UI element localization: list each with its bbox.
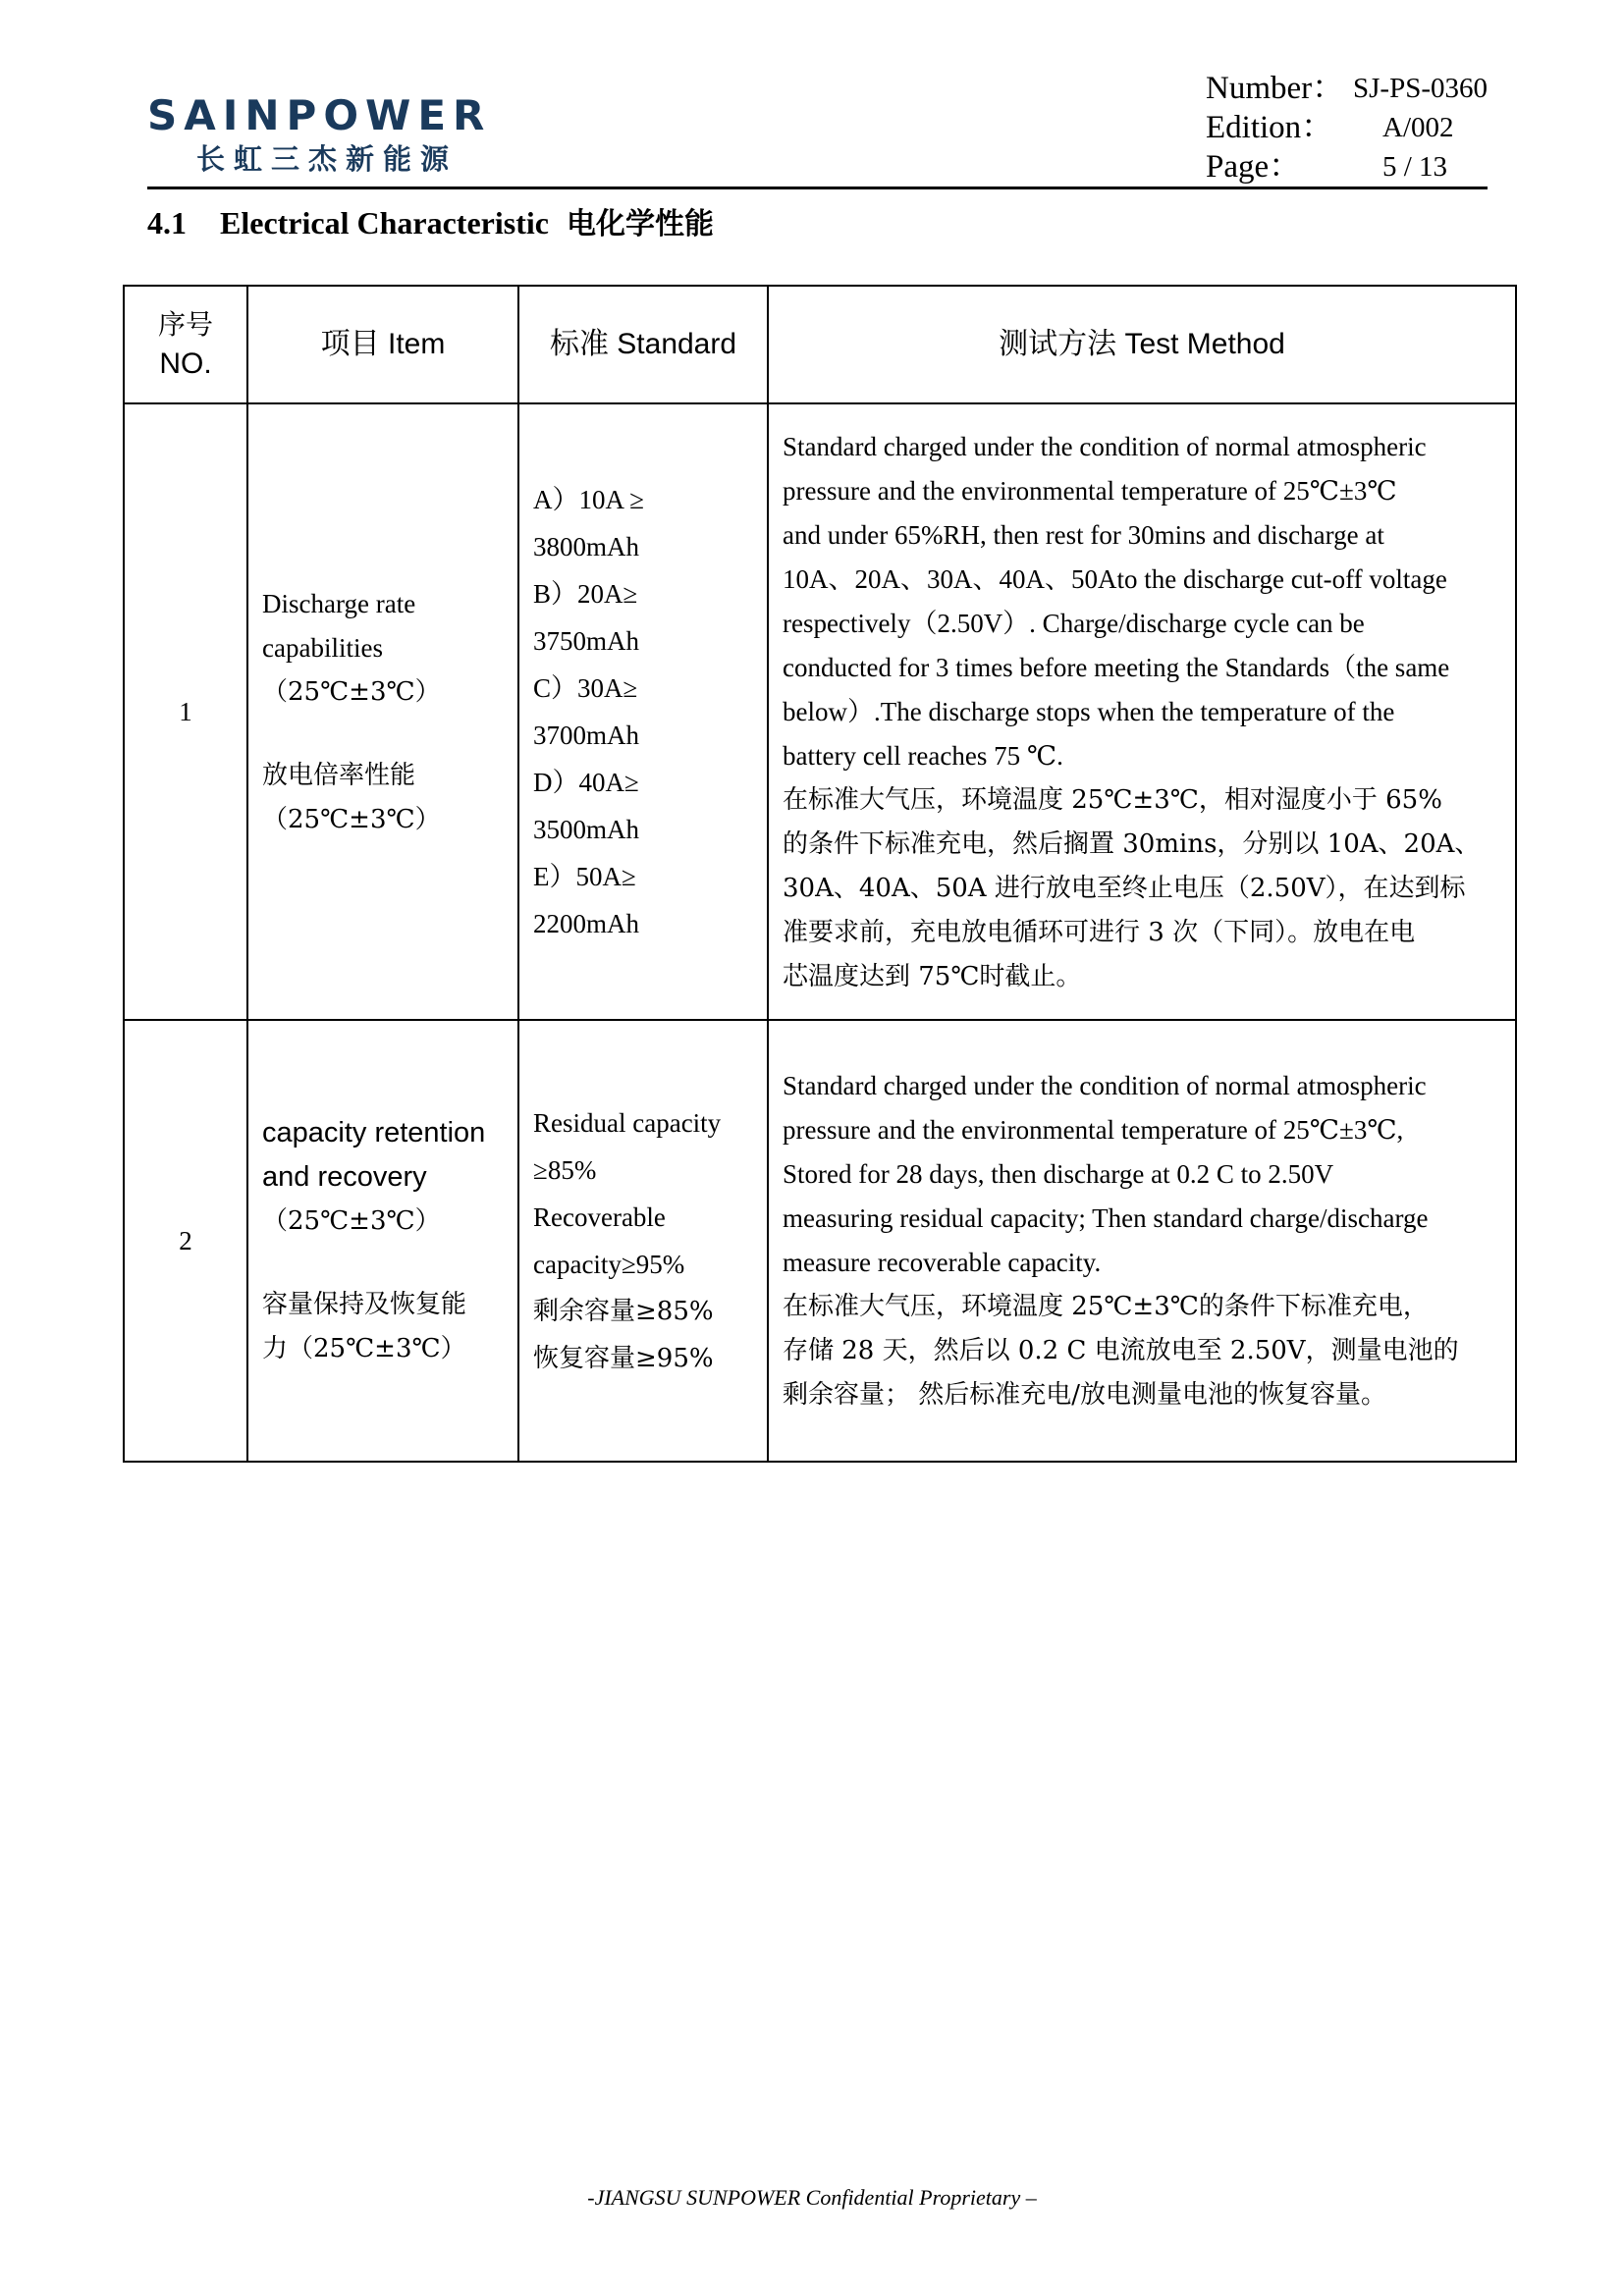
- header-no-en: NO.: [159, 347, 212, 380]
- header-test-method: 测试方法 Test Method: [768, 286, 1516, 403]
- method-cn-line: 准要求前，充电放电循环可进行 3 次（下同）。放电在电: [783, 917, 1416, 947]
- method-en-line: Standard charged under the condition of normal atmospheric: [783, 431, 1427, 461]
- method-cn-line: 存储 28 天，然后以 0.2 C 电流放电至 2.50V，测量电池的: [783, 1336, 1459, 1365]
- edition-label: Edition：: [1206, 110, 1334, 145]
- method-cn-line: 在标准大气压，环境温度 25℃±3℃，相对湿度小于 65%: [783, 784, 1442, 815]
- test-method-cell: [768, 1020, 1516, 1462]
- test-method-cell: [768, 403, 1516, 1020]
- method-cn-line: 30A、40A、50A 进行放电至终止电压（2.50V），在达到标: [783, 873, 1466, 903]
- table-row: [124, 403, 1516, 1020]
- standard-line: 3500mAh: [533, 815, 639, 844]
- method-cn-line: 在标准大气压，环境温度 25℃±3℃的条件下标准充电，: [783, 1292, 1429, 1321]
- header-no-cn: 序号: [157, 308, 213, 341]
- method-cn-line: 剩余容量； 然后标准充电/放电测量电池的恢复容量。: [783, 1380, 1387, 1410]
- edition-value: A/002: [1382, 112, 1454, 143]
- item-cn-line: 力（25℃±3℃）: [262, 1333, 466, 1363]
- standard-line: 2200mAh: [533, 909, 639, 938]
- method-en-line: pressure and the environmental temperature of 25℃±3℃,: [783, 1115, 1404, 1145]
- method-en-line: battery cell reaches 75 ℃.: [783, 740, 1063, 771]
- row-number: 2: [124, 1020, 247, 1462]
- standard-line: Recoverable: [533, 1202, 666, 1232]
- item-cell: [247, 403, 518, 1020]
- item-cn-line: 容量保持及恢复能: [262, 1289, 467, 1319]
- standard-line: 恢复容量≥95%: [533, 1344, 714, 1373]
- section-number: 4.1: [147, 205, 187, 240]
- method-en-line: measure recoverable capacity.: [783, 1248, 1102, 1277]
- method-en-line: respectively（2.50V）. Charge/discharge cycle can be: [783, 608, 1365, 638]
- page-value: 5 / 13: [1382, 151, 1448, 183]
- item-cn-line: （25℃±3℃）: [262, 804, 441, 834]
- item-en-line: capabilities: [262, 632, 383, 663]
- logo-text-cn: 长虹三杰新能源: [196, 142, 459, 176]
- item-en-line: and recovery: [262, 1160, 427, 1193]
- footer-confidential: -JIANGSU SUNPOWER Confidential Proprietary –: [587, 2185, 1037, 2210]
- method-en-line: conducted for 3 times before meeting the Standards（the same: [783, 652, 1450, 682]
- item-cn-line: 放电倍率性能: [262, 760, 416, 790]
- standard-line: C）30A≥: [533, 673, 638, 703]
- header-standard: 标准 Standard: [518, 286, 768, 403]
- table-row: [124, 1020, 1516, 1462]
- item-en-line: capacity retention: [262, 1116, 486, 1148]
- item-en-line: （25℃±3℃）: [262, 1205, 441, 1236]
- section-title: [147, 199, 714, 242]
- standard-cell: [518, 403, 768, 1020]
- number-value: SJ-PS-0360: [1353, 73, 1488, 104]
- standard-line: capacity≥95%: [533, 1250, 685, 1279]
- standard-line: ≥85%: [533, 1155, 597, 1185]
- row-number: 1: [124, 403, 247, 1020]
- method-en-line: Stored for 28 days, then discharge at 0.2 C to 2.50V: [783, 1159, 1334, 1189]
- standard-line: 剩余容量≥85%: [533, 1297, 714, 1326]
- standard-line: B）20A≥: [533, 579, 638, 609]
- method-en-line: and under 65%RH, then rest for 30mins and discharge at: [783, 519, 1384, 550]
- header-divider: [147, 187, 1488, 189]
- table-header-row: [124, 286, 1516, 403]
- method-cn-line: 的条件下标准充电，然后搁置 30mins，分别以 10A、20A、: [783, 828, 1481, 859]
- method-en-line: pressure and the environmental temperature of 25℃±3℃: [783, 475, 1397, 506]
- standard-line: E）50A≥: [533, 862, 636, 891]
- section-title-cn: 电化学性能: [566, 207, 714, 241]
- item-cell: [247, 1020, 518, 1462]
- number-label: Number：: [1206, 71, 1345, 106]
- method-en-line: Standard charged under the condition of normal atmospheric: [783, 1071, 1427, 1100]
- section-title-en: Electrical Characteristic: [220, 205, 549, 240]
- standard-line: D）40A≥: [533, 768, 639, 797]
- method-en-line: 10A、20A、30A、40A、50Ato the discharge cut-off voltage: [783, 563, 1447, 594]
- standard-line: 3700mAh: [533, 721, 639, 750]
- method-cn-line: 芯温度达到 75℃时截止。: [783, 961, 1082, 991]
- item-en-line: Discharge rate: [262, 588, 416, 618]
- logo-text-en: SAINPOWER: [147, 91, 492, 139]
- standard-cell: [518, 1020, 768, 1462]
- header-item: 项目 Item: [247, 286, 518, 403]
- item-en-line: （25℃±3℃）: [262, 676, 441, 707]
- company-logo: [147, 90, 540, 177]
- standard-line: Residual capacity: [533, 1108, 722, 1138]
- method-en-line: below）.The discharge stops when the temperature of the: [783, 696, 1395, 726]
- method-en-line: measuring residual capacity; Then standard charge/discharge: [783, 1203, 1429, 1233]
- page-label: Page：: [1206, 149, 1302, 185]
- standard-line: 3750mAh: [533, 626, 639, 656]
- standard-line: 3800mAh: [533, 532, 639, 561]
- document-meta: [1206, 69, 1488, 187]
- header-no: [124, 286, 247, 403]
- electrical-characteristic-table: [123, 285, 1517, 1463]
- standard-line: A）10A ≥: [533, 485, 645, 514]
